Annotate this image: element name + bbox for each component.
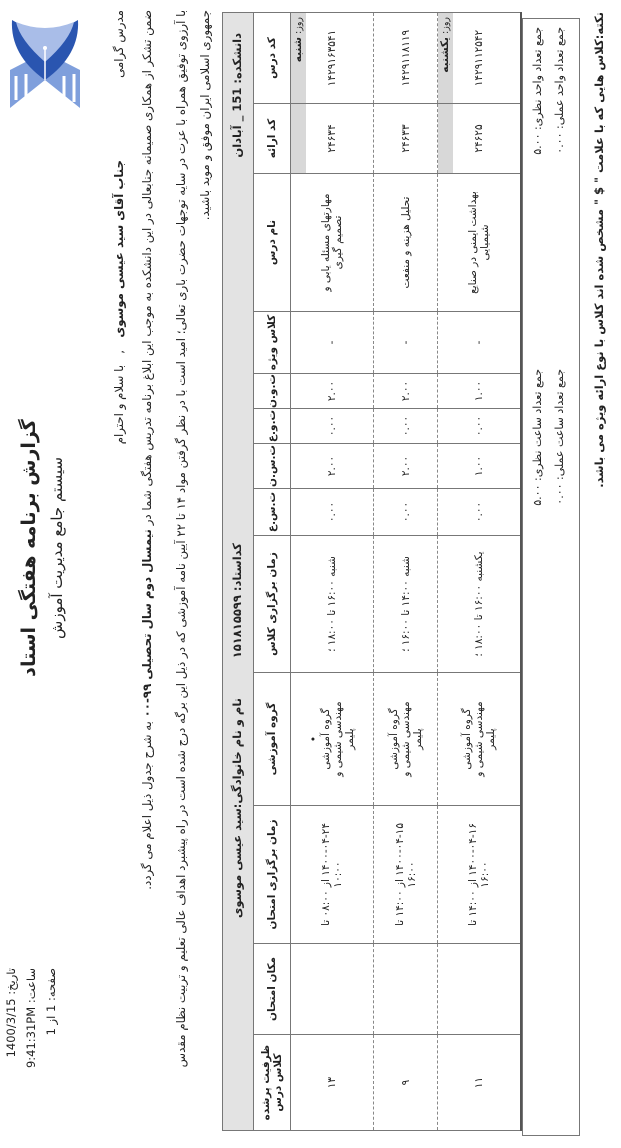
cell-tso [291,489,374,536]
special-value: - [472,340,485,345]
cell-tvo [291,409,374,444]
cell-name [438,174,521,312]
table-header [254,13,291,1131]
university-logo [0,18,90,110]
cell-offer [438,104,521,174]
name-value: تحلیل هزینه و منفعت [399,196,412,289]
column-header: ت.س.ع [254,489,291,536]
column-header: گروه آموزشی [254,673,291,806]
day-label: روز: [440,17,451,34]
tso-value: ۰.۰۰ [326,501,338,523]
table-row [291,13,374,1131]
cell-tsn [374,444,438,489]
cell-capacity [374,1035,438,1131]
name-value: بهداشت ایمنی در صنایع شیمیایی [466,191,491,294]
report-subtitle: سیستم جامع مدیریت آموزش [48,457,66,639]
tvo-value: ۰.۰۰ [326,415,338,437]
code-value: ۱۴۲۹۱۶۳۵۴۱ [325,29,338,87]
tvn-value: ۱.۰۰ [472,380,485,402]
cell-tso [438,489,521,536]
capacity-value: ۱۳ [326,1076,338,1089]
column-header: ت.س.ن [254,444,291,489]
tsn-value: ۲.۰۰ [326,455,338,477]
semester: نیمسال دوم سال تحصیلی ۹۹-۰۰ [140,529,154,718]
column-header: ت.و.ع [254,409,291,444]
code-value: ۱۴۲۹۱۱۲۵۴۲ [472,29,485,87]
special-value: - [399,340,412,345]
date-line [4,968,18,1108]
page-total: 1 [44,1028,58,1036]
professor-name: نام و نام خانوادگی:سید عیسی موسوی [230,698,244,919]
time-label: ساعت: [24,968,38,1004]
tvo-value: ۰.۰۰ [472,415,485,437]
total-units-theory: جمع تعداد واحد نظری: ۵.۰۰ [531,27,544,155]
faculty: دانشکده: 151 _ آبادان [230,33,244,158]
professor-code: کداستاد: ۱۵۱۸۱۵۵۹۹ [230,543,244,659]
cell-code [291,13,374,104]
special-value: - [326,340,338,345]
offer-value: ۲۴۶۲۵ [472,124,485,153]
tvn-value: ۲.۰۰ [326,380,338,402]
date-label: تاریخ: [4,968,18,995]
totals-box [522,18,580,1136]
cell-offer [374,104,438,174]
column-header: ظرفیت پرشده کلاس درس [254,1035,291,1131]
cell-capacity [291,1035,374,1131]
cell-exam-time [438,806,521,944]
column-header: ت.و.ن [254,374,291,409]
day-label: روز: [293,17,304,34]
day-name: یکشنبه [439,37,451,73]
cell-tvn [438,374,521,409]
column-header: زمان برگزاری امتحان [254,806,291,944]
group-marker: • [308,735,320,743]
cell-name [291,174,374,312]
offer-value: ۲۴۶۳۳ [399,124,412,153]
tsn-value: ۱.۰۰ [472,455,485,477]
recipient-name: جناب آقای سید عیسی موسوی [112,160,126,338]
cell-code [374,13,438,104]
column-header: کد ارائه [254,104,291,174]
day-band [438,13,453,103]
cell-special [438,312,521,374]
column-header: مکان امتحان [254,944,291,1035]
cell-class-time [374,536,438,673]
letter-line-3: با آرزوی توفیق همراه با عزت در سایه توجهات حضرت باری تعالی؛ امید است با در نظر گرفتن مواد ۱۴ تا ۲۲ آیین نامه آموزشی که در ذیل این برگه درج شده است در راه پیشبرد اهداف عالی تعلیم و تربیت نظام مقدس [174,10,188,1068]
class-time-value: یکشنبه ۱۶:۰۰ تا ۱۸:۰۰ ؛ [472,551,485,657]
column-header: نام درس [254,174,291,312]
tso-value: ۰.۰۰ [399,501,412,523]
class-time-value: شنبه ۱۴:۰۰ تا ۱۶:۰۰ ؛ [399,556,412,652]
cell-class-time [291,536,374,673]
cell-special [374,312,438,374]
special-class-note: نکته:کلاس هایی که با علامت " $ " مشخص شده اند کلاس با نوع ارائه ویژه می باشد. [592,12,606,488]
letter-line-4: جمهوری اسلامی ایران موفق و موید باشید. [198,10,212,221]
time-line [24,968,38,1108]
page-line [44,968,58,1108]
cell-exam-time [291,806,374,944]
page-number: 1 [44,1004,58,1013]
letter-line-2 [140,10,154,890]
cell-tvn [374,374,438,409]
cell-exam-place [291,944,374,1035]
exam-time-value: ۱۴۰۰-۰۴-۲۴ از ۰۸:۰۰ تا ۱۰:۰۰ [320,823,344,926]
cell-tsn [438,444,521,489]
cell-capacity [438,1035,521,1131]
cell-special [291,312,374,374]
tsn-value: ۲.۰۰ [399,455,412,477]
column-header: کد درس [254,13,291,104]
page-of: از [44,1015,58,1025]
total-hours-theory: جمع تعداد ساعت نظری: ۵.۰۰ [531,369,544,506]
cell-tsn [291,444,374,489]
salutation: مدرس گرامی [112,10,126,78]
day-band [291,13,306,103]
greeting: با سلام و احترام [112,365,126,445]
total-units-practical: جمع تعداد واحد عملی: ۰.۰۰ [553,27,566,154]
table-row [438,13,521,1131]
name-value: مهارتهای مسئله یابی و تصمیم گیری [320,193,344,292]
table-row [374,13,438,1131]
schedule-table [222,12,522,1131]
time-value: 9:41:31PM [24,1006,38,1069]
cell-exam-place [374,944,438,1035]
code-value: ۱۴۲۹۱۱۸۱۱۹ [399,29,412,87]
cell-group [438,673,521,806]
day-band [438,104,453,173]
table-info-band [223,13,254,1131]
class-time-value: شنبه ۱۶:۰۰ تا ۱۸:۰۰ ؛ [326,556,338,652]
group-value: گروه آموزشی مهندسی شیمی و پلیمر [387,701,424,777]
exam-time-value: ۱۴۰۰-۰۴-۱۶ از ۱۴:۰۰ تا ۱۶:۰۰ [466,823,491,926]
day-name: شنبه [292,37,304,63]
cell-exam-place [438,944,521,1035]
cell-name [374,174,438,312]
cell-group [291,673,374,806]
cell-tso [374,489,438,536]
cell-group [374,673,438,806]
date-value: 1400/3/15 [4,998,18,1058]
page-label: صفحه: [44,968,58,1002]
day-band [291,104,306,173]
tvo-value: ۰.۰۰ [399,415,412,437]
line2-end: به شرح جدول ذیل اعلام می گردد. [140,717,154,890]
total-hours-practical: جمع تعداد ساعت عملی: ۰.۰۰ [553,369,566,505]
capacity-value: ۹ [399,1079,412,1086]
cell-class-time [438,536,521,673]
cell-code [438,13,521,104]
cell-tvn [291,374,374,409]
column-header: کلاس ویژه [254,312,291,374]
exam-time-value: ۱۴۰۰-۰۴-۱۵ از ۱۴:۰۰ تا ۱۶:۰۰ [393,823,418,926]
tvn-value: ۲.۰۰ [399,380,412,402]
capacity-value: ۱۱ [472,1076,485,1089]
group-value: گروه آموزشی مهندسی شیمی و پلیمر [320,701,356,777]
cell-tvo [374,409,438,444]
column-header: زمان برگزاری کلاس [254,536,291,673]
report-title: گزارش برنامه هفتگی استاد [18,419,40,677]
cell-tvo [438,409,521,444]
cell-offer [291,104,374,174]
line2-text: ضمن تشکر از همکاری صمیمانه جنابعالی در این دانشکده به موجب این ابلاغ برنامه تدریس هفتگی شما در [140,10,154,530]
comma: , [112,350,126,354]
tso-value: ۰.۰۰ [472,501,485,523]
group-value: گروه آموزشی مهندسی شیمی و پلیمر [460,701,497,777]
offer-value: ۲۴۶۳۴ [325,124,338,153]
cell-exam-time [374,806,438,944]
